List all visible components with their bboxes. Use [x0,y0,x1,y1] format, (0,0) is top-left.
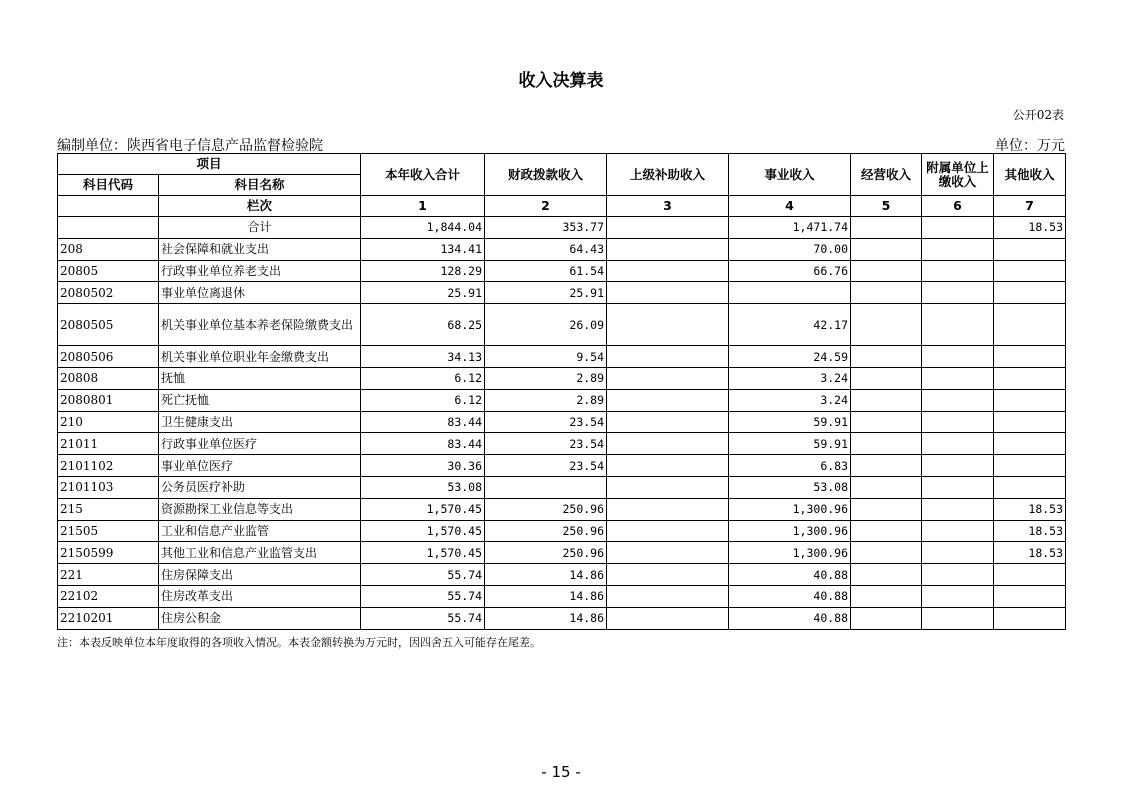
amount-cell: 34.13 [361,346,485,368]
subject-name: 机关事业单位职业年金缴费支出 [159,346,361,368]
amount-cell [607,346,729,368]
amount-cell [607,411,729,433]
amount-cell [485,476,607,498]
table-row [58,304,1066,346]
subject-name: 公务员医疗补助 [159,476,361,498]
amount-cell [922,260,994,282]
amount-cell [851,498,922,520]
amount-cell [851,217,922,239]
subject-code: 208 [58,238,159,260]
header-code: 科目代码 [58,175,159,196]
table-row [58,542,1066,564]
amount-cell [607,389,729,411]
amount-cell [994,433,1066,455]
amount-cell: 23.54 [485,411,607,433]
table-row [58,367,1066,389]
amount-cell [994,607,1066,629]
currency-label: 单位：万元 [995,138,1065,154]
subject-code: 2210201 [58,607,159,629]
amount-cell: 14.86 [485,607,607,629]
unit-label: 编制单位：陕西省电子信息产品监督检验院 [57,138,323,154]
amount-cell: 40.88 [729,564,851,586]
subject-name: 死亡抚恤 [159,389,361,411]
table-row [58,433,1066,455]
table-row [58,476,1066,498]
col-number: 5 [851,196,922,217]
header-col-6: 附属单位上缴收入 [922,154,994,196]
header-col-7: 其他收入 [994,154,1066,196]
table-row [58,389,1066,411]
amount-cell: 64.43 [485,238,607,260]
amount-cell [607,498,729,520]
amount-cell: 250.96 [485,498,607,520]
amount-cell [607,455,729,477]
amount-cell [851,346,922,368]
subject-name: 行政事业单位养老支出 [159,260,361,282]
header-col-4: 事业收入 [729,154,851,196]
amount-cell: 9.54 [485,346,607,368]
amount-cell: 42.17 [729,304,851,346]
amount-cell [922,476,994,498]
table-row [58,260,1066,282]
page-title: 收入决算表 [518,71,604,91]
amount-cell: 1,570.45 [361,542,485,564]
amount-cell: 18.53 [994,217,1066,239]
subject-name: 行政事业单位医疗 [159,433,361,455]
amount-cell [922,389,994,411]
subject-name: 机关事业单位基本养老保险缴费支出 [159,304,361,346]
amount-cell [922,520,994,542]
amount-cell: 14.86 [485,585,607,607]
amount-cell [607,304,729,346]
amount-cell [922,346,994,368]
subject-code [58,217,159,239]
amount-cell: 24.59 [729,346,851,368]
amount-cell [607,607,729,629]
subject-name: 事业单位医疗 [159,455,361,477]
amount-cell [922,607,994,629]
amount-cell: 1,300.96 [729,542,851,564]
amount-cell [922,411,994,433]
subject-code: 2080502 [58,282,159,304]
table-row [58,564,1066,586]
subject-name: 住房公积金 [159,607,361,629]
col-number: 4 [729,196,851,217]
amount-cell: 3.24 [729,389,851,411]
amount-cell: 53.08 [361,476,485,498]
amount-cell [607,238,729,260]
amount-cell [922,217,994,239]
amount-cell [851,260,922,282]
amount-cell [607,564,729,586]
subject-name: 其他工业和信息产业监管支出 [159,542,361,564]
amount-cell [851,411,922,433]
subject-code: 21011 [58,433,159,455]
amount-cell: 30.36 [361,455,485,477]
subject-code: 2150599 [58,542,159,564]
table-row [58,238,1066,260]
table-row [58,346,1066,368]
subject-code: 2080505 [58,304,159,346]
header-name: 科目名称 [159,175,361,196]
amount-cell: 83.44 [361,411,485,433]
amount-cell [607,367,729,389]
amount-cell [851,585,922,607]
amount-cell: 353.77 [485,217,607,239]
amount-cell [994,238,1066,260]
amount-cell: 23.54 [485,433,607,455]
subject-code: 215 [58,498,159,520]
amount-cell [729,282,851,304]
amount-cell [607,260,729,282]
amount-cell: 128.29 [361,260,485,282]
amount-cell: 23.54 [485,455,607,477]
amount-cell: 1,570.45 [361,520,485,542]
subject-name: 事业单位离退休 [159,282,361,304]
amount-cell [607,585,729,607]
subject-name: 抚恤 [159,367,361,389]
amount-cell: 1,844.04 [361,217,485,239]
header-row-index: 栏次 [159,196,361,217]
amount-cell [851,389,922,411]
subject-name: 工业和信息产业监管 [159,520,361,542]
amount-cell: 53.08 [729,476,851,498]
amount-cell: 26.09 [485,304,607,346]
amount-cell: 70.00 [729,238,851,260]
amount-cell [851,238,922,260]
table-row [58,498,1066,520]
amount-cell [994,282,1066,304]
subject-name: 资源勘探工业信息等支出 [159,498,361,520]
amount-cell: 18.53 [994,498,1066,520]
amount-cell [922,433,994,455]
subject-code: 20808 [58,367,159,389]
amount-cell: 61.54 [485,260,607,282]
amount-cell: 59.91 [729,433,851,455]
table-row [58,607,1066,629]
amount-cell [994,367,1066,389]
amount-cell: 40.88 [729,607,851,629]
amount-cell: 68.25 [361,304,485,346]
amount-cell [851,542,922,564]
amount-cell [607,520,729,542]
amount-cell: 18.53 [994,520,1066,542]
amount-cell: 66.76 [729,260,851,282]
amount-cell: 25.91 [485,282,607,304]
amount-cell [851,304,922,346]
amount-cell: 1,471.74 [729,217,851,239]
amount-cell [922,564,994,586]
amount-cell: 1,300.96 [729,520,851,542]
amount-cell [994,455,1066,477]
amount-cell: 40.88 [729,585,851,607]
amount-cell: 25.91 [361,282,485,304]
table-row [58,520,1066,542]
amount-cell [851,455,922,477]
amount-cell [922,585,994,607]
header-item: 项目 [58,154,361,175]
amount-cell [607,542,729,564]
amount-cell [922,498,994,520]
header-blank [58,196,159,217]
amount-cell [922,304,994,346]
subject-name: 合计 [159,217,361,239]
amount-cell [851,607,922,629]
header-col-1: 本年收入合计 [361,154,485,196]
subject-code: 2080506 [58,346,159,368]
col-number: 7 [994,196,1066,217]
header-col-3: 上级补助收入 [607,154,729,196]
amount-cell: 55.74 [361,585,485,607]
amount-cell [922,455,994,477]
amount-cell: 134.41 [361,238,485,260]
amount-cell [994,411,1066,433]
amount-cell: 6.83 [729,455,851,477]
subject-code: 221 [58,564,159,586]
table-row [58,282,1066,304]
amount-cell: 250.96 [485,542,607,564]
amount-cell [851,520,922,542]
amount-cell [851,564,922,586]
amount-cell [851,433,922,455]
header-col-5: 经营收入 [851,154,922,196]
amount-cell [922,238,994,260]
amount-cell: 1,570.45 [361,498,485,520]
amount-cell: 2.89 [485,389,607,411]
amount-cell [607,282,729,304]
amount-cell: 14.86 [485,564,607,586]
subject-code: 210 [58,411,159,433]
table-row [58,411,1066,433]
amount-cell: 59.91 [729,411,851,433]
subject-name: 卫生健康支出 [159,411,361,433]
footnote: 注：本表反映单位本年度取得的各项收入情况。本表金额转换为万元时，因四舍五入可能存在尾差。 [57,636,541,649]
amount-cell [922,367,994,389]
amount-cell [994,304,1066,346]
amount-cell: 83.44 [361,433,485,455]
form-code: 公开02表 [1012,108,1064,122]
subject-name: 社会保障和就业支出 [159,238,361,260]
amount-cell [922,542,994,564]
amount-cell [994,389,1066,411]
amount-cell [994,564,1066,586]
amount-cell [851,282,922,304]
subject-name: 住房改革支出 [159,585,361,607]
subject-code: 2101103 [58,476,159,498]
header-col-2: 财政拨款收入 [485,154,607,196]
page-number: - 15 - [541,763,581,781]
income-table [57,153,1066,630]
amount-cell: 2.89 [485,367,607,389]
subject-name: 住房保障支出 [159,564,361,586]
subject-code: 20805 [58,260,159,282]
amount-cell [922,282,994,304]
amount-cell [851,476,922,498]
amount-cell [607,433,729,455]
amount-cell: 55.74 [361,564,485,586]
amount-cell [994,476,1066,498]
amount-cell: 18.53 [994,542,1066,564]
amount-cell: 55.74 [361,607,485,629]
amount-cell [994,260,1066,282]
col-number: 3 [607,196,729,217]
amount-cell: 6.12 [361,367,485,389]
col-number: 6 [922,196,994,217]
subject-code: 2101102 [58,455,159,477]
table-row [58,585,1066,607]
amount-cell [994,585,1066,607]
subject-code: 22102 [58,585,159,607]
subject-code: 21505 [58,520,159,542]
amount-cell: 3.24 [729,367,851,389]
col-number: 2 [485,196,607,217]
col-number: 1 [361,196,485,217]
amount-cell: 1,300.96 [729,498,851,520]
table-row [58,455,1066,477]
amount-cell [607,476,729,498]
amount-cell [851,367,922,389]
table-row [58,217,1066,239]
amount-cell: 6.12 [361,389,485,411]
subject-code: 2080801 [58,389,159,411]
amount-cell [607,217,729,239]
amount-cell [994,346,1066,368]
amount-cell: 250.96 [485,520,607,542]
